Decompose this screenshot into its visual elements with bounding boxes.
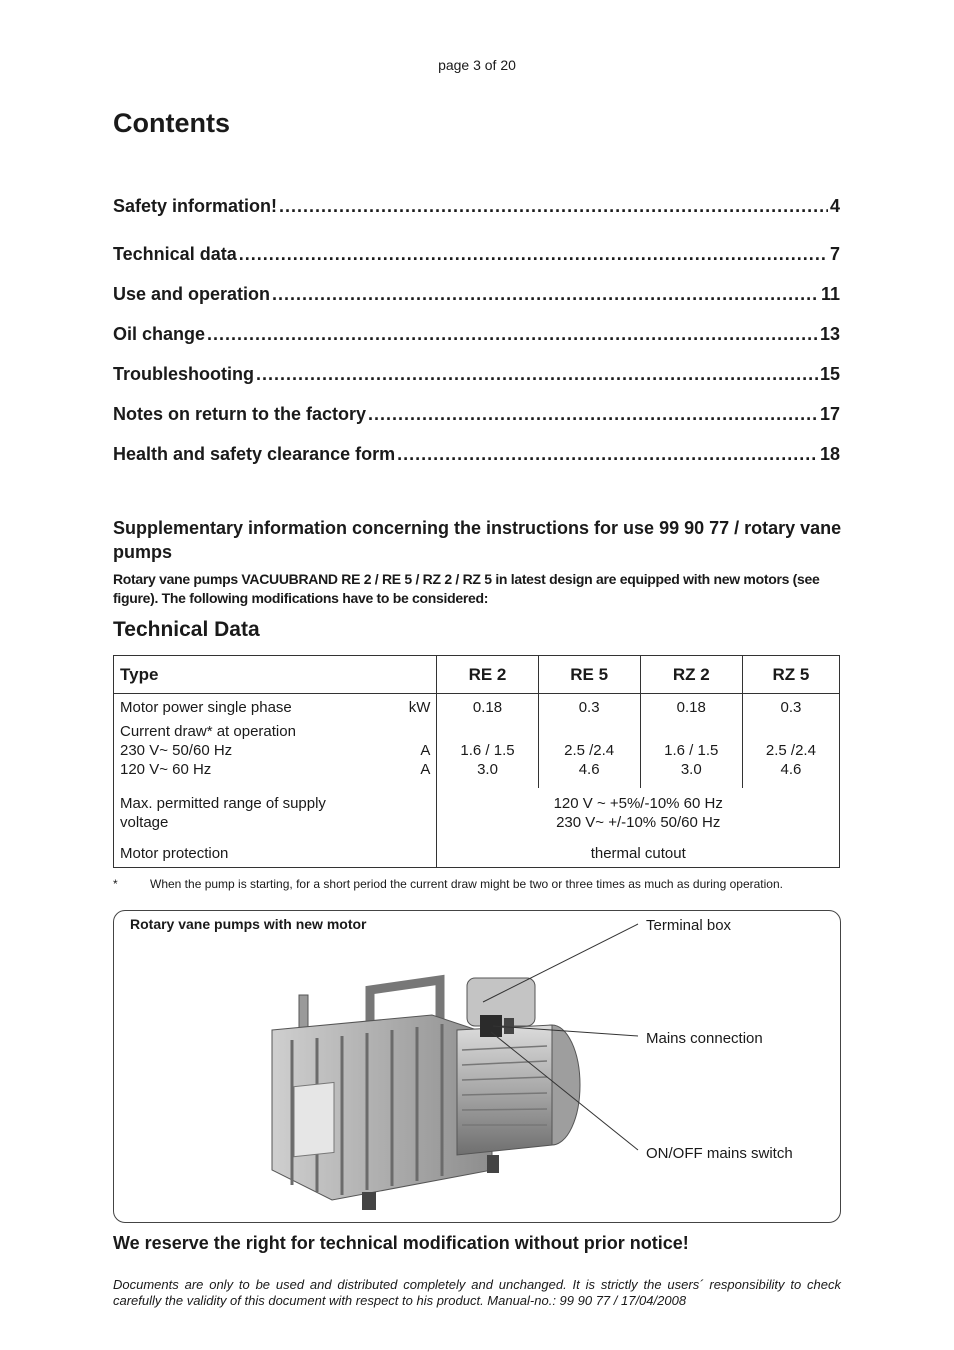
table-cell: 120 V ~ +5%/-10% 60 Hz bbox=[553, 795, 723, 812]
row-label: Motor power single phase bbox=[120, 699, 292, 716]
table-row bbox=[114, 788, 840, 844]
technical-data-heading: Technical Data bbox=[113, 618, 260, 641]
header-type: Type bbox=[114, 656, 437, 694]
footnote-marker: * bbox=[113, 877, 118, 891]
table-row bbox=[114, 844, 840, 868]
table-cell: 0.3 bbox=[538, 694, 640, 723]
footnote-text: When the pump is starting, for a short period the current draw might be two or three times as much as during operation. bbox=[150, 877, 783, 891]
toc-page: 15 bbox=[819, 364, 840, 384]
toc-entry[interactable] bbox=[113, 444, 840, 465]
row-label: 120 V~ 60 Hz bbox=[120, 761, 212, 778]
toc-label: Troubleshooting bbox=[113, 364, 254, 384]
table-cell: thermal cutout bbox=[590, 845, 686, 862]
table-cell: 3.0 bbox=[477, 761, 498, 778]
technical-data-table bbox=[113, 655, 840, 868]
supplement-title: Supplementary information concerning the instructions for use 99 90 77 / rotary vane pumps bbox=[113, 518, 842, 562]
row-unit: A bbox=[420, 761, 431, 778]
disclaimer: Documents are only to be used and distributed completely and unchanged. It is strictly the users´ responsibility to check carefully the validity of this document with respect to his product. Manual-no.: 99 90 77 / 17/04/2008 bbox=[113, 1277, 841, 1308]
row-unit: kW bbox=[408, 699, 431, 716]
row-label: voltage bbox=[120, 814, 169, 831]
toc-leader bbox=[368, 404, 818, 425]
toc-leader bbox=[279, 196, 828, 217]
callout-line-terminal-box bbox=[483, 924, 638, 1002]
row-label: Max. permitted range of supply bbox=[120, 795, 326, 812]
callout-mains-connection: Mains connection bbox=[646, 1030, 763, 1047]
page-title: Contents bbox=[113, 108, 230, 138]
toc-leader bbox=[397, 444, 818, 465]
callout-lines bbox=[113, 910, 840, 1222]
table-cell: 1.6 / 1.5 bbox=[664, 742, 719, 759]
callout-on-off-switch: ON/OFF mains switch bbox=[646, 1145, 793, 1162]
header-rz2: RZ 2 bbox=[640, 656, 742, 694]
toc-label: Oil change bbox=[113, 324, 206, 344]
toc-leader bbox=[256, 364, 818, 385]
table-row bbox=[114, 722, 840, 788]
table-header-row bbox=[114, 656, 840, 694]
header-re5: RE 5 bbox=[538, 656, 640, 694]
row-label: Motor protection bbox=[114, 844, 437, 868]
toc-entry[interactable] bbox=[113, 404, 840, 425]
toc-page: 7 bbox=[829, 244, 840, 264]
toc-label: Health and safety clearance form bbox=[113, 444, 396, 464]
toc-entry[interactable] bbox=[113, 284, 840, 305]
toc-page: 11 bbox=[820, 284, 840, 304]
supplement-text: Rotary vane pumps VACUUBRAND RE 2 / RE 5 / RZ 2 / RZ 5 in latest design are equipped with new motors (see figure). The following modifications have to be considered: bbox=[113, 571, 820, 606]
toc-entry[interactable] bbox=[113, 244, 840, 265]
callout-line-switch bbox=[491, 1032, 638, 1150]
table-cell: 2.5 /2.4 bbox=[765, 742, 816, 759]
toc-leader bbox=[239, 244, 828, 265]
table-cell: 4.6 bbox=[578, 761, 600, 778]
toc-page: 17 bbox=[819, 404, 840, 424]
toc-leader bbox=[272, 284, 819, 305]
toc-page: 18 bbox=[819, 444, 840, 464]
toc-page: 13 bbox=[819, 324, 840, 344]
table-cell: 1.6 / 1.5 bbox=[460, 742, 515, 759]
modification-notice: We reserve the right for technical modification without prior notice! bbox=[113, 1233, 689, 1253]
page-number: page 3 of 20 bbox=[438, 57, 516, 73]
toc-label: Notes on return to the factory bbox=[113, 404, 367, 424]
toc-leader bbox=[207, 324, 818, 345]
table-cell: 4.6 bbox=[780, 761, 802, 778]
toc-label: Technical data bbox=[113, 244, 237, 264]
table-cell: 0.3 bbox=[780, 699, 802, 716]
toc-entry[interactable] bbox=[113, 324, 840, 345]
toc-label: Use and operation bbox=[113, 284, 271, 304]
row-unit: A bbox=[420, 742, 431, 759]
callout-line-mains-connection bbox=[493, 1026, 638, 1036]
toc-entry[interactable] bbox=[113, 196, 840, 217]
row-label: Current draw* at operation bbox=[120, 723, 296, 740]
figure-title: Rotary vane pumps with new motor bbox=[130, 916, 367, 932]
toc-entry[interactable] bbox=[113, 364, 840, 385]
header-re2: RE 2 bbox=[437, 656, 538, 694]
toc-page: 4 bbox=[829, 196, 840, 216]
table-row bbox=[114, 694, 840, 723]
table-cell: 2.5 /2.4 bbox=[564, 742, 615, 759]
toc-label: Safety information! bbox=[113, 196, 278, 216]
table-cell: 0.18 bbox=[640, 694, 742, 723]
table-cell: 3.0 bbox=[680, 761, 702, 778]
table-cell: 230 V~ +/-10% 50/60 Hz bbox=[556, 814, 721, 831]
callout-terminal-box: Terminal box bbox=[646, 917, 732, 934]
row-label: 230 V~ 50/60 Hz bbox=[120, 742, 233, 759]
table-cell: 0.18 bbox=[437, 694, 538, 723]
header-rz5: RZ 5 bbox=[742, 656, 839, 694]
